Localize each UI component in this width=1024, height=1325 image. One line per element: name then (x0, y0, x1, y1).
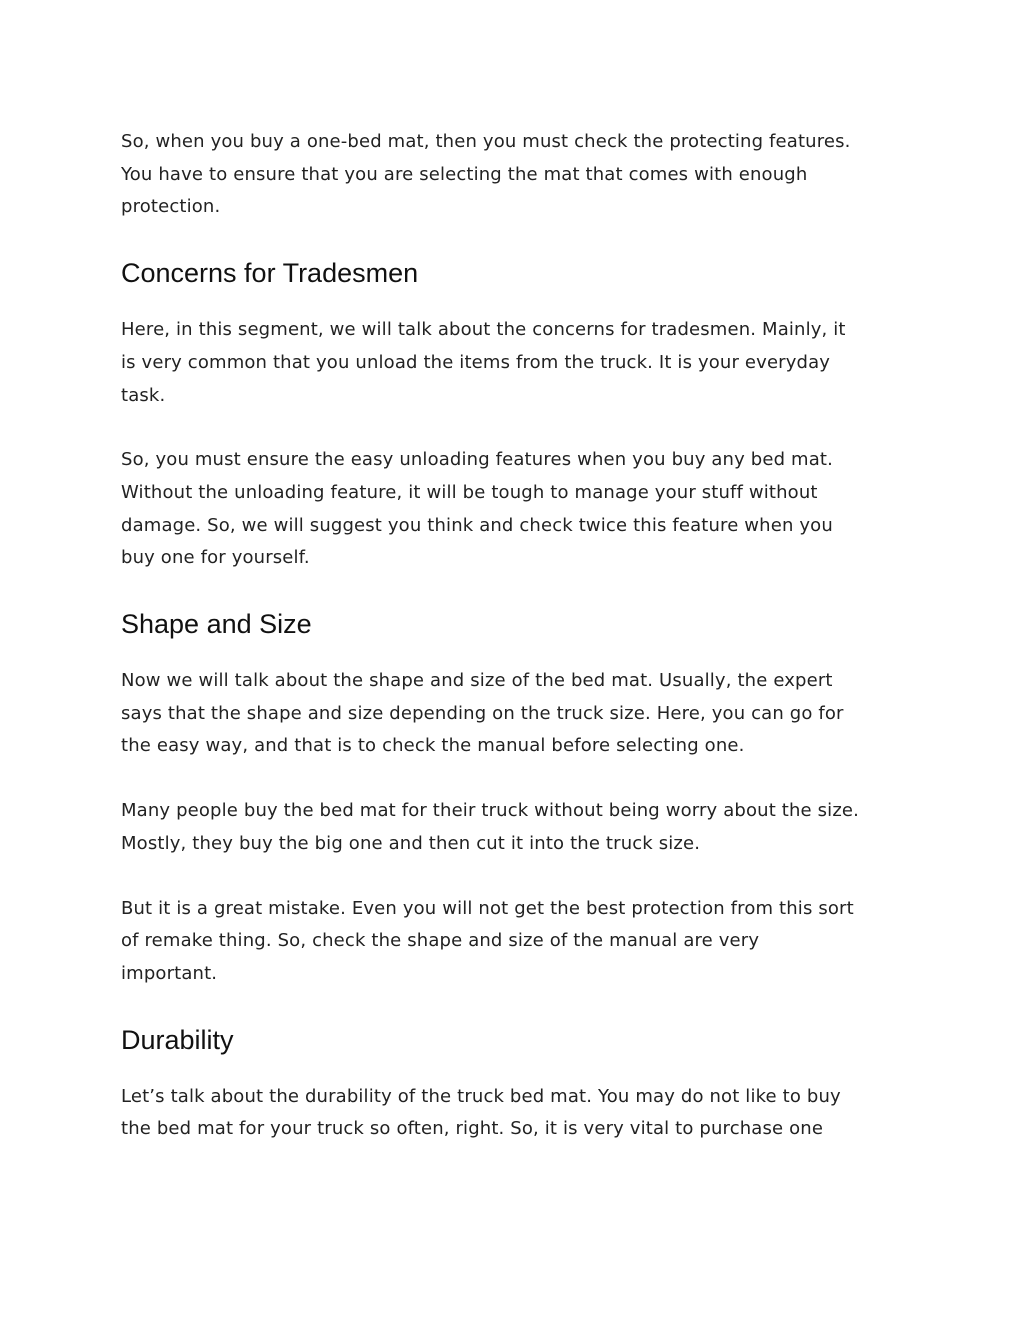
paragraph-size-worry (121, 795, 911, 860)
paragraph-protection (121, 126, 911, 224)
text-line: Many people buy the bed mat for their truck without being worry about the size. (121, 800, 860, 822)
paragraph-shape-intro (121, 665, 911, 763)
text-line: So, when you buy a one-bed mat, then you must check the protecting features. (121, 131, 851, 152)
text-line: Let’s talk about the durability of the truck bed mat. You may do not like to buy (121, 1085, 841, 1107)
text-line: buy one for yourself. (121, 547, 310, 569)
text-line: You have to ensure that you are selecting the mat that comes with enough (121, 163, 808, 185)
paragraph-tradesmen-intro (121, 314, 911, 412)
text-line: But it is a great mistake. Even you will not get the best protection from this sort (121, 897, 854, 919)
text-line: damage. So, we will suggest you think and check twice this feature when you (121, 514, 833, 536)
paragraph-mistake (121, 893, 911, 991)
document-page (121, 126, 911, 1178)
text-line: important. (121, 962, 218, 984)
text-line: Mostly, they buy the big one and then cut it into the truck size. (121, 832, 701, 854)
text-line: says that the shape and size depending on the truck size. Here, you can go for (121, 702, 844, 724)
heading-concerns-for-tradesmen: Concerns for Tradesmen (121, 258, 419, 289)
text-line: protection. (121, 196, 221, 218)
text-line: Here, in this segment, we will talk about the concerns for tradesmen. Mainly, it (121, 319, 846, 341)
text-line: of remake thing. So, check the shape and size of the manual are very (121, 930, 760, 952)
heading-durability: Durability (121, 1024, 234, 1055)
text-line: is very common that you unload the items from the truck. It is your everyday (121, 351, 831, 373)
text-line: So, you must ensure the easy unloading features when you buy any bed mat. (121, 449, 833, 471)
text-line: the bed mat for your truck so often, right. So, it is very vital to purchase one (121, 1118, 824, 1140)
text-line: the easy way, and that is to check the manual before selecting one. (121, 735, 745, 757)
heading-shape-and-size: Shape and Size (121, 609, 312, 640)
text-line: task. (121, 384, 166, 406)
text-line: Now we will talk about the shape and size of the bed mat. Usually, the expert (121, 670, 833, 692)
paragraph-durability (121, 1081, 911, 1146)
paragraph-unloading (121, 444, 911, 575)
text-line: Without the unloading feature, it will be tough to manage your stuff without (121, 481, 818, 503)
